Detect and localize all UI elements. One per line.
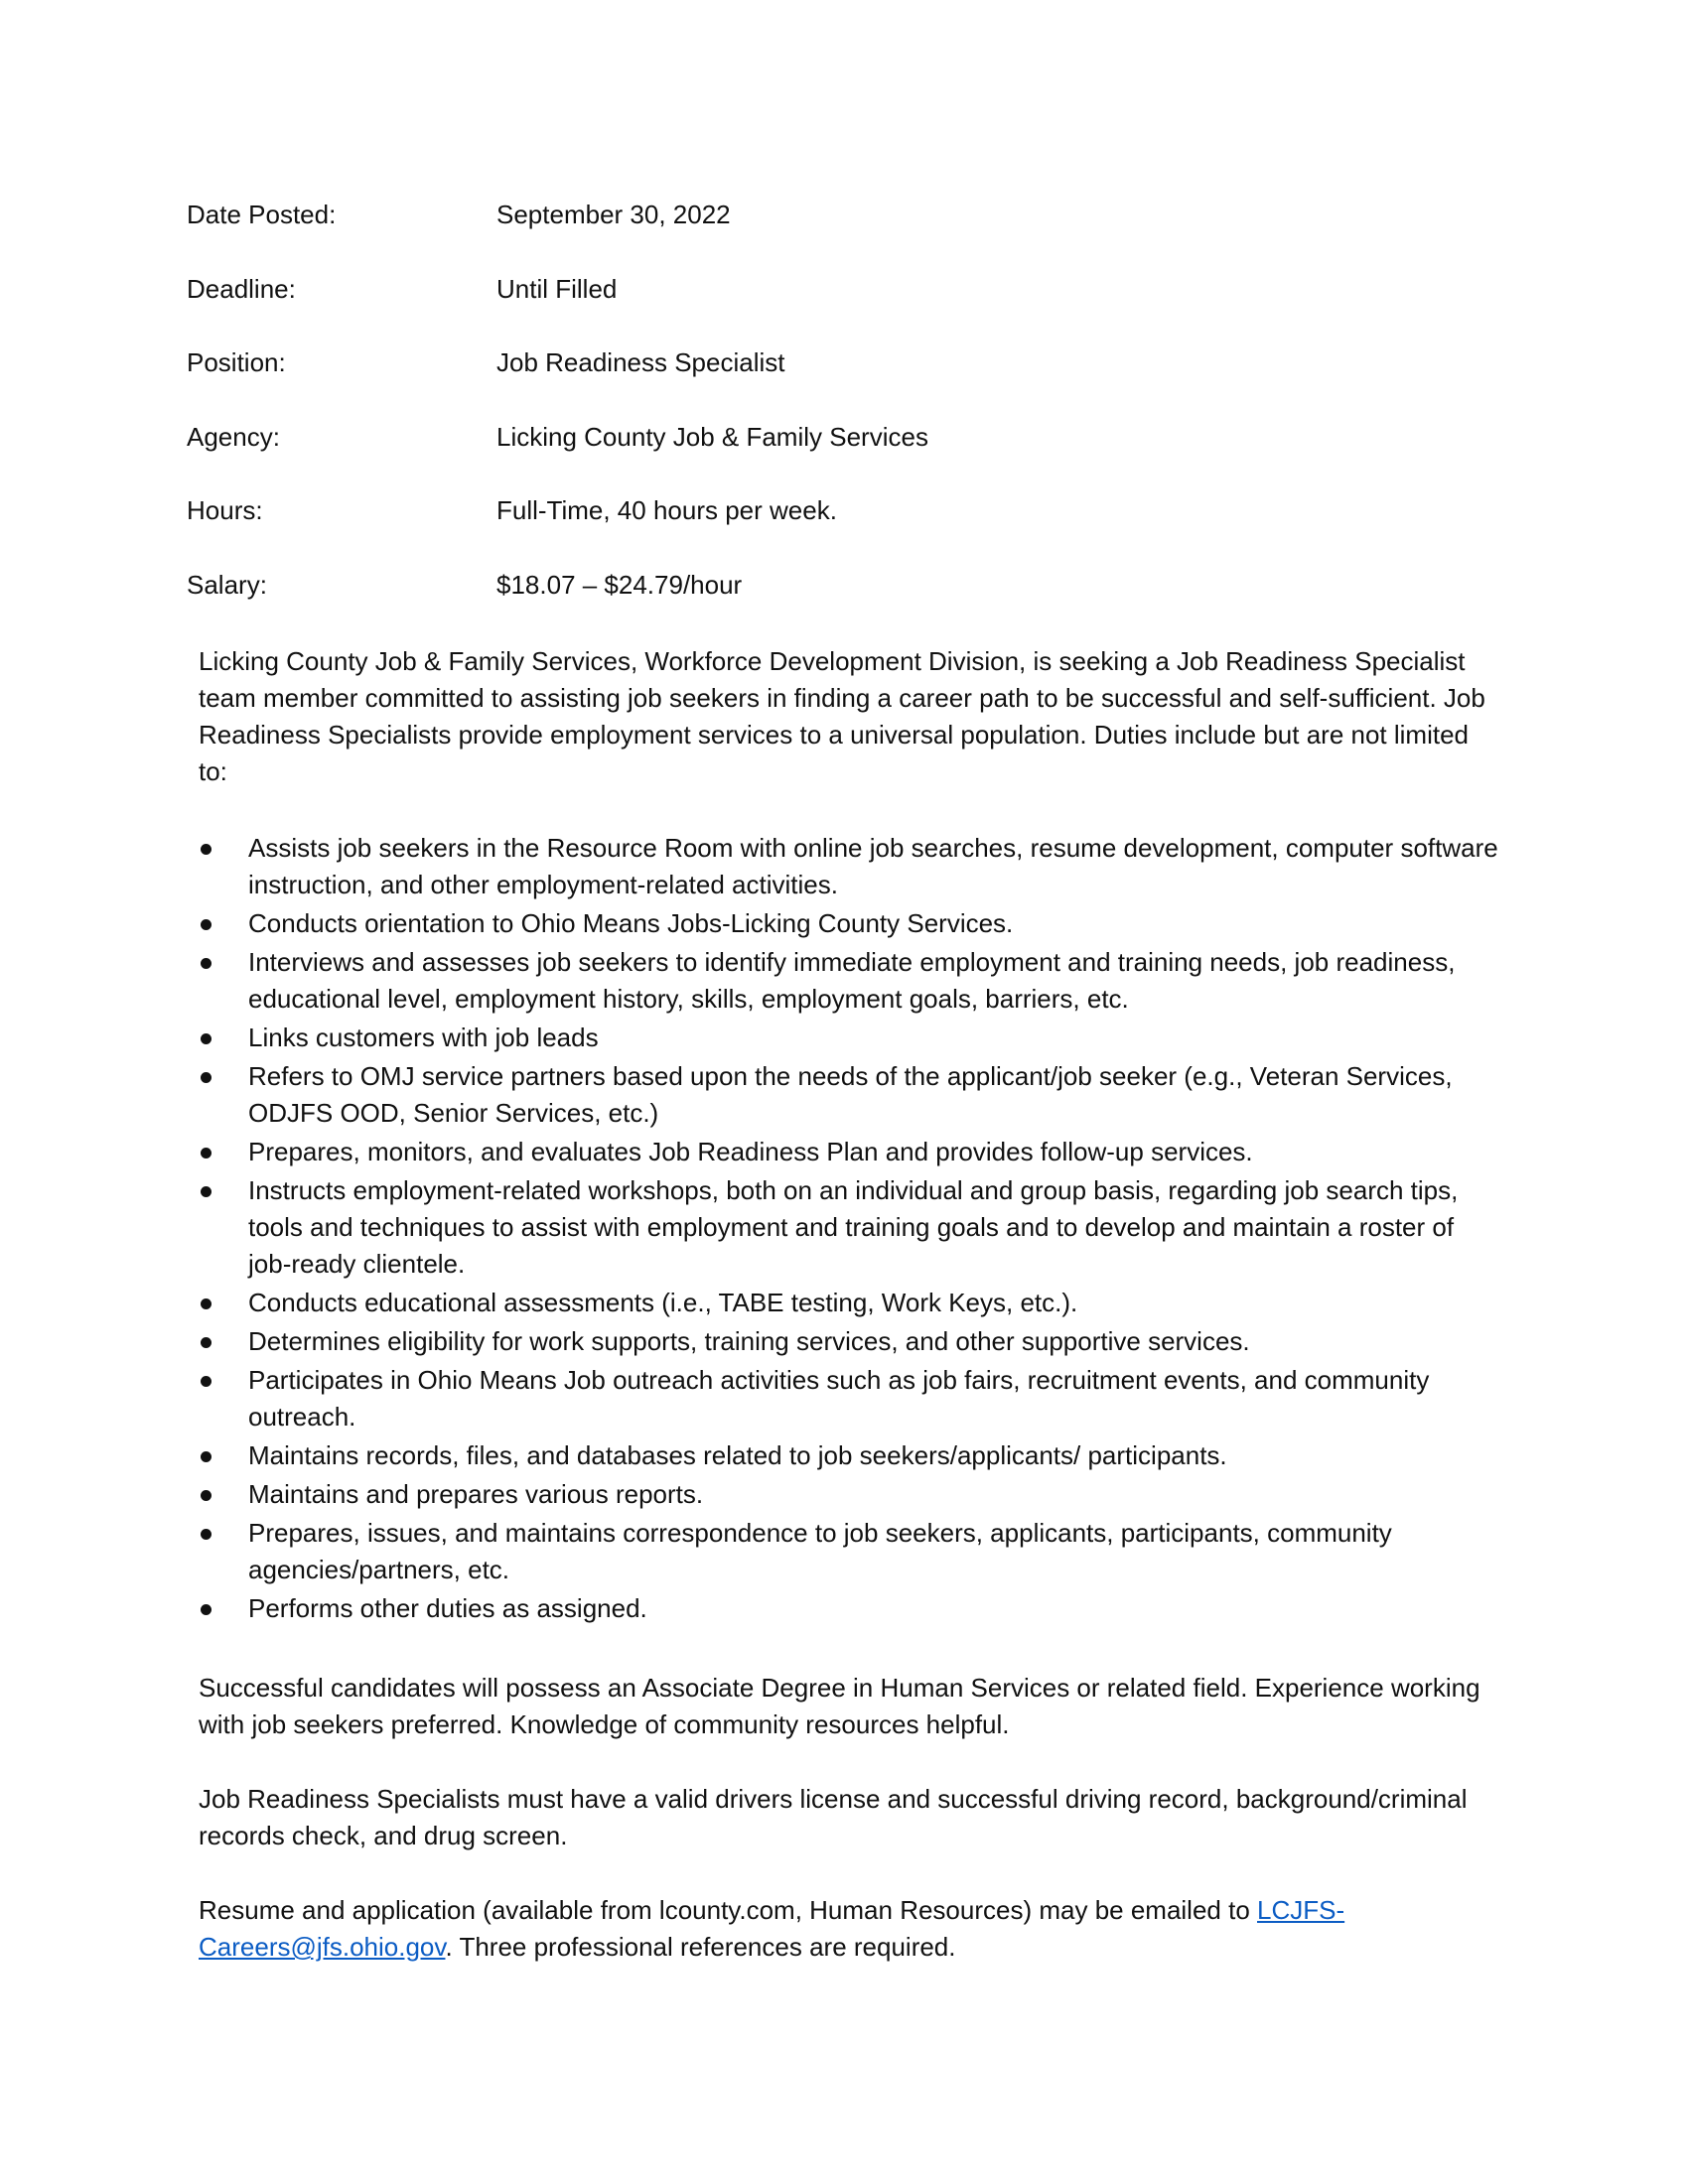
duty-text: Refers to OMJ service partners based upon the needs of the applicant/job seeker (e.g., Veteran Services, ODJFS OOD, Senior Services, etc.) (248, 1061, 1453, 1128)
deadline-value: Until Filled (496, 273, 618, 304)
list-item (199, 1476, 1499, 1513)
duty-text: Prepares, monitors, and evaluates Job Readiness Plan and provides follow-up services. (248, 1137, 1253, 1166)
bullet-icon (201, 1529, 211, 1540)
duty-text: Links customers with job leads (248, 1023, 599, 1052)
duty-text: Determines eligibility for work supports, training services, and other supportive services. (248, 1326, 1250, 1356)
intro-paragraph: Licking County Job & Family Services, Workforce Development Division, is seeking a Job Readiness Specialist team member committed to assisting job seekers in finding a career path to be successful and self-sufficient. Job Readiness Specialists provide employment services to a universal population. Duties include but are not limited to: (199, 646, 1485, 786)
bullet-icon (201, 1451, 211, 1462)
requirements-paragraph: Job Readiness Specialists must have a valid drivers license and successful driving record, background/criminal records check, and drug screen. (199, 1784, 1468, 1850)
list-item (199, 1058, 1499, 1132)
agency-row (187, 419, 1378, 493)
salary-label: Salary: (187, 569, 267, 600)
bullet-icon (201, 1490, 211, 1501)
duty-text: Interviews and assesses job seekers to identify immediate employment and training needs, job readiness, educational level, employment history, skills, employment goals, barriers, etc. (248, 947, 1456, 1014)
list-item (199, 905, 1499, 942)
bullet-icon (201, 1033, 211, 1044)
careers-email-link[interactable]: LCJFS-Careers@jfs.ohio.gov (199, 1895, 1345, 1962)
duty-text: Participates in Ohio Means Job outreach activities such as job fairs, recruitment events, and community outreach. (248, 1365, 1430, 1432)
duty-text: Maintains records, files, and databases related to job seekers/applicants/ participants. (248, 1440, 1227, 1470)
list-item (199, 1323, 1499, 1360)
bullet-icon (201, 958, 211, 969)
list-item (199, 1020, 1499, 1056)
bullet-icon (201, 1186, 211, 1197)
duties-list (199, 830, 1499, 1629)
agency-label: Agency: (187, 421, 280, 452)
bullet-icon (201, 844, 211, 855)
date-posted-value: September 30, 2022 (496, 200, 731, 229)
date-posted-label: Date Posted: (187, 200, 337, 229)
bullet-icon (201, 1298, 211, 1309)
list-item (199, 944, 1499, 1018)
deadline-row (187, 271, 1378, 345)
list-item (199, 1437, 1499, 1474)
bullet-icon (201, 1148, 211, 1159)
duty-text: Instructs employment-related workshops, both on an individual and group basis, regarding job search tips, tools and techniques to assist with employment and training goals and to develop and maintain a roster of job-ready clientele. (248, 1175, 1459, 1279)
bullet-icon (201, 919, 211, 930)
posting-details (187, 197, 1378, 641)
list-item (199, 1362, 1499, 1435)
bullet-icon (201, 1072, 211, 1083)
list-item (199, 1590, 1499, 1627)
duty-text: Assists job seekers in the Resource Room with online job searches, resume development, computer software instruction, and other employment-related activities. (248, 833, 1498, 899)
duty-text: Performs other duties as assigned. (248, 1593, 647, 1623)
list-item (199, 1134, 1499, 1170)
qualifications-paragraph: Successful candidates will possess an Associate Degree in Human Services or related field. Experience working with job seekers preferred. Knowledge of community resources helpful. (199, 1673, 1480, 1739)
position-value: Job Readiness Specialist (496, 347, 785, 378)
application-text-after: . Three professional references are required. (445, 1932, 956, 1962)
duty-text: Conducts orientation to Ohio Means Jobs-Licking County Services. (248, 908, 1014, 938)
deadline-label: Deadline: (187, 273, 296, 304)
date-posted-row (187, 197, 1378, 271)
agency-value: Licking County Job & Family Services (496, 421, 928, 452)
position-row (187, 344, 1378, 419)
duty-text: Prepares, issues, and maintains correspondence to job seekers, applicants, participants, community agencies/partners, etc. (248, 1518, 1392, 1584)
hours-value: Full-Time, 40 hours per week. (496, 495, 837, 526)
position-label: Position: (187, 347, 286, 378)
list-item (199, 830, 1499, 903)
application-text-before: Resume and application (available from lcounty.com, Human Resources) may be emailed to (199, 1895, 1258, 1925)
bullet-icon (201, 1376, 211, 1387)
duty-text: Maintains and prepares various reports. (248, 1479, 704, 1509)
bullet-icon (201, 1337, 211, 1348)
hours-row (187, 492, 1378, 567)
salary-value: $18.07 – $24.79/hour (496, 569, 743, 600)
list-item (199, 1172, 1499, 1283)
hours-label: Hours: (187, 495, 263, 526)
salary-row (187, 567, 1378, 641)
bullet-icon (201, 1604, 211, 1615)
duty-text: Conducts educational assessments (i.e., TABE testing, Work Keys, etc.). (248, 1288, 1078, 1317)
application-paragraph (199, 1892, 1499, 1966)
list-item (199, 1515, 1499, 1588)
list-item (199, 1285, 1499, 1321)
